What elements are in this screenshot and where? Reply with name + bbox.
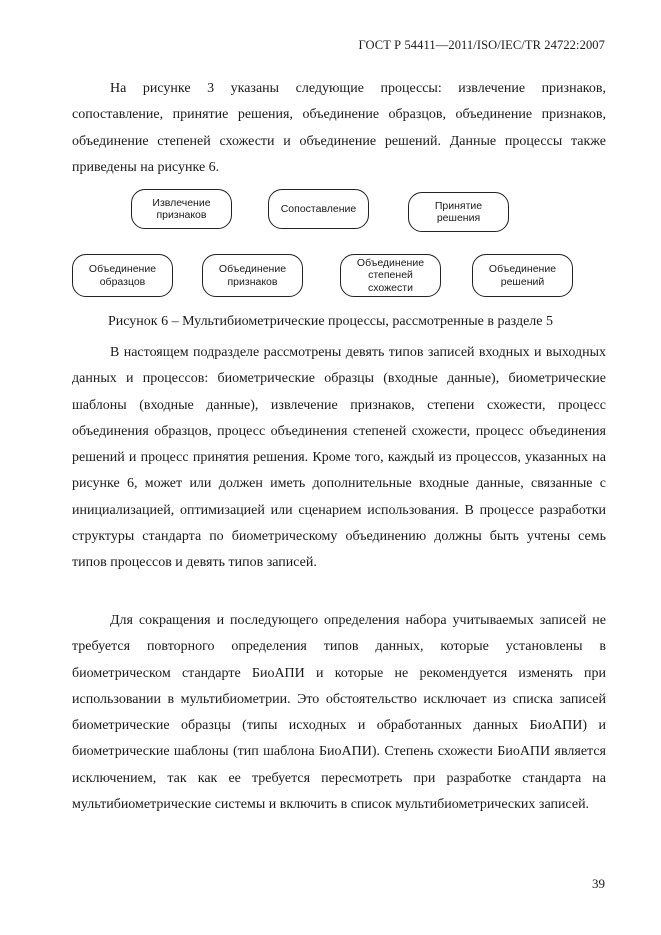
figure-caption: Рисунок 6 – Мультибиометрические процессы, рассмотренные в разделе 5 (107, 314, 553, 329)
box-decision-fusion: Объединение решений (472, 254, 573, 297)
box-sample-fusion: Объединение образцов (72, 254, 173, 297)
box-feature-fusion: Объединение признаков (202, 254, 303, 297)
box-decision: Принятие решения (408, 192, 509, 232)
paragraph-1: На рисунке 3 указаны следующие процессы: извлечение признаков, сопоставление, принятие решения, объединение образцов, объединение признаков, объединение степеней схожести и объединение решений. Данные процессы также приведены на рисунке 6. (72, 81, 606, 175)
box-score-fusion: Объединение степеней схожести (340, 254, 441, 297)
paragraph-2: В настоящем подразделе рассмотрены девять типов записей входных и выходных данных и процессов: биометрические образцы (входные данные), биометрические шаблоны (входные данные), извлечение признаков, степени схожести, процесс объединения образцов, процесс объединения степеней схожести, процесс объединения решений и процесс принятия решения. Кроме того, каждый из процессов, указанных на рисунке 6, может или должен иметь дополнительные входные данные, связанные с инициализацией, оптимизацией или сценарием использования. В процессе разработки структуры стандарта по биометрическому объединению должны быть учтены семь типов процессов и девять типов записей. (72, 345, 606, 571)
paragraph-3: Для сокращения и последующего определения набора учитываемых записей не требуется повторного определения типов данных, которые установлены в биометрическом стандарте БиоАПИ и которые не рекомендуется изменять при использовании в мультибиометрии. Это обстоятельство исключает из списка записей биометрические образцы (типы исходных и обработанных данных БиоАПИ) и биометрические шаблоны (тип шаблона БиоАПИ). Степень схожести БиоАПИ является исключением, так как ее требуется пересмотреть при разработке стандарта на мультибиометрические системы и включить в список мультибиометрических записей. (72, 613, 606, 813)
box-feature-extraction: Извлечение признаков (131, 189, 232, 229)
page-number: 39 (592, 876, 605, 891)
page-header: ГОСТ Р 54411—2011/ISO/IEC/TR 24722:2007 (358, 38, 605, 52)
box-matching: Сопоставление (268, 189, 369, 229)
